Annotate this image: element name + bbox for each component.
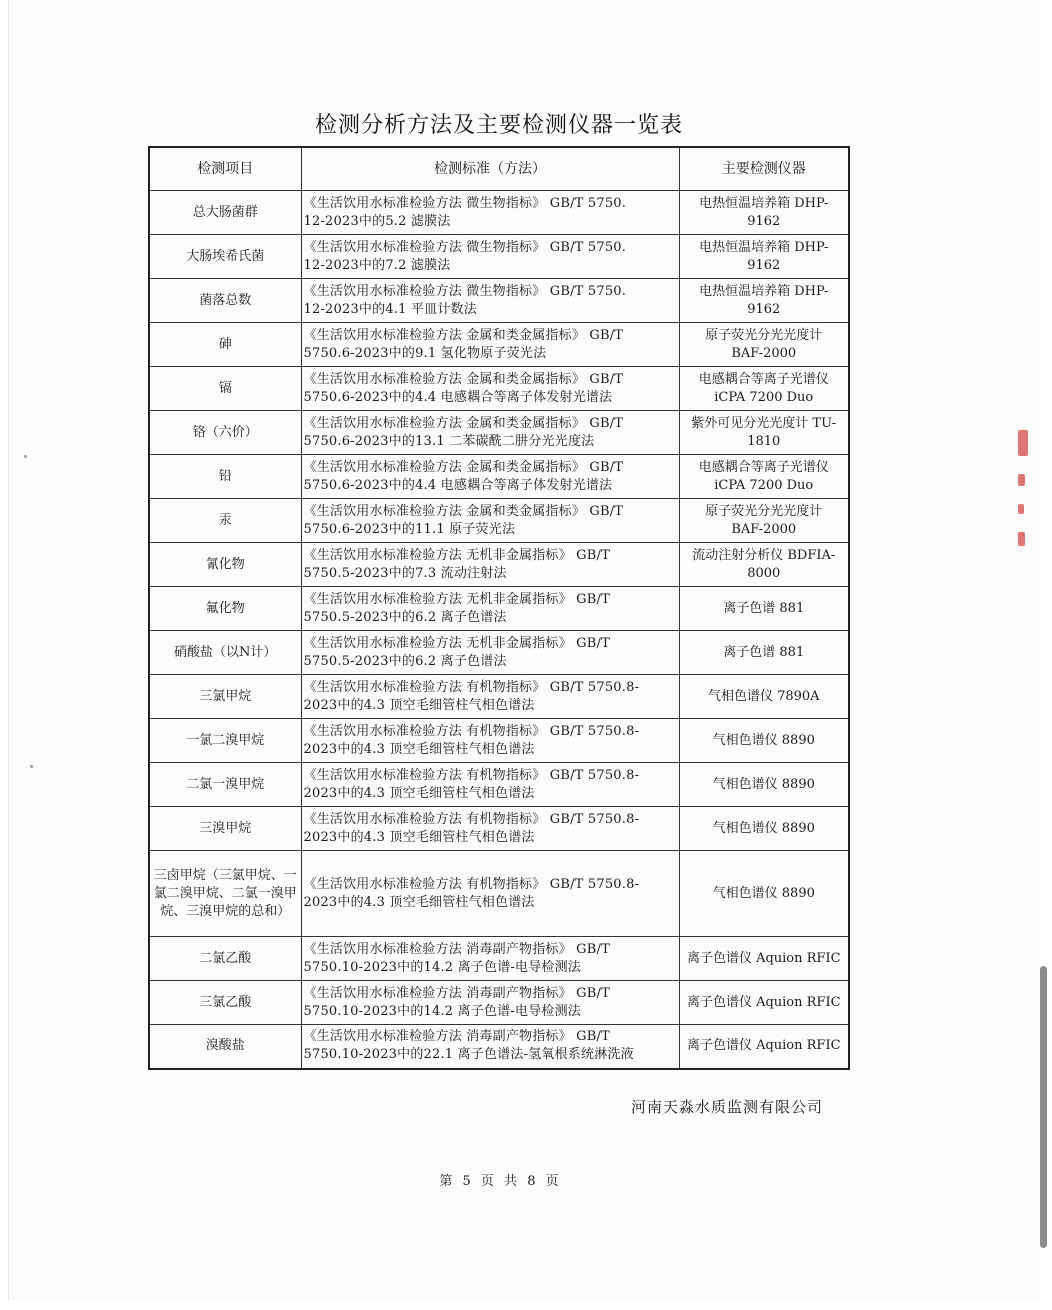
instrument-line: 气相色谱仪 8890 bbox=[712, 732, 815, 748]
table-row bbox=[149, 631, 849, 675]
cell-standard bbox=[301, 191, 679, 235]
cell-standard bbox=[301, 411, 679, 455]
cell-instrument bbox=[679, 675, 849, 719]
instrument-line: 紫外可见分光光度计 TU- bbox=[691, 415, 837, 431]
cell-instrument bbox=[679, 279, 849, 323]
instrument-line: 电热恒温培养箱 DHP- bbox=[699, 195, 829, 211]
table-row bbox=[149, 763, 849, 807]
standard-line: 12-2023中的5.2 滤膜法 bbox=[303, 213, 451, 229]
cell-standard bbox=[301, 851, 679, 937]
table-row bbox=[149, 719, 849, 763]
cell-instrument bbox=[679, 851, 849, 937]
page-indicator: 第 5 页 共 8 页 bbox=[439, 1174, 559, 1189]
cell-item: 氰化物 bbox=[149, 543, 301, 587]
standard-line: 5750.6-2023中的4.4 电感耦合等离子体发射光谱法 bbox=[303, 389, 613, 405]
standard-line: 《生活饮用水标准检验方法 金属和类金属指标》 GB/T bbox=[303, 327, 624, 343]
cell-item: 三卤甲烷（三氯甲烷、一氯二溴甲烷、二氯一溴甲烷、三溴甲烷的总和） bbox=[149, 851, 301, 937]
cell-item: 砷 bbox=[149, 323, 301, 367]
standard-line: 《生活饮用水标准检验方法 金属和类金属指标》 GB/T bbox=[303, 503, 624, 519]
cell-standard bbox=[301, 675, 679, 719]
cell-item: 硝酸盐（以N计） bbox=[149, 631, 301, 675]
standard-line: 5750.6-2023中的11.1 原子荧光法 bbox=[303, 521, 516, 537]
cell-item: 溴酸盐 bbox=[149, 1025, 301, 1069]
table-row bbox=[149, 937, 849, 981]
standard-line: 5750.6-2023中的9.1 氢化物原子荧光法 bbox=[303, 345, 547, 361]
cell-instrument bbox=[679, 1025, 849, 1069]
instrument-line: 原子荧光分光光度计 bbox=[705, 503, 823, 519]
instrument-line: 离子色谱仪 Aquion RFIC bbox=[686, 994, 841, 1010]
instrument-line: 原子荧光分光光度计 bbox=[705, 327, 823, 343]
company-name: 河南天淼水质监测有限公司 bbox=[630, 1098, 823, 1116]
header-instrument: 主要检测仪器 bbox=[679, 147, 849, 191]
cell-standard bbox=[301, 719, 679, 763]
standard-line: 《生活饮用水标准检验方法 有机物指标》 GB/T 5750.8- bbox=[303, 723, 640, 739]
instrument-line: 气相色谱仪 8890 bbox=[712, 820, 815, 836]
cell-standard bbox=[301, 367, 679, 411]
instrument-line: iCPA 7200 Duo bbox=[714, 477, 814, 493]
cell-standard bbox=[301, 455, 679, 499]
table-row bbox=[149, 807, 849, 851]
instrument-line: 电感耦合等离子光谱仪 bbox=[698, 459, 829, 475]
cell-standard bbox=[301, 763, 679, 807]
header-standard: 检测标准（方法） bbox=[301, 147, 679, 191]
cell-instrument bbox=[679, 367, 849, 411]
standard-line: 《生活饮用水标准检验方法 金属和类金属指标》 GB/T bbox=[303, 415, 624, 431]
instrument-line: 流动注射分析仪 BDFIA- bbox=[692, 547, 836, 563]
standard-line: 《生活饮用水标准检验方法 微生物指标》 GB/T 5750. bbox=[303, 195, 627, 211]
document-page bbox=[8, 0, 1039, 1300]
cell-item: 二氯一溴甲烷 bbox=[149, 763, 301, 807]
standard-line: 《生活饮用水标准检验方法 有机物指标》 GB/T 5750.8- bbox=[303, 811, 640, 827]
instrument-line: 1810 bbox=[747, 433, 781, 449]
standard-line: 5750.5-2023中的6.2 离子色谱法 bbox=[303, 653, 507, 669]
cell-standard bbox=[301, 279, 679, 323]
table-header-row bbox=[149, 147, 849, 191]
instrument-line: 9162 bbox=[747, 213, 781, 229]
instrument-line: iCPA 7200 Duo bbox=[714, 389, 814, 405]
table-row bbox=[149, 323, 849, 367]
cell-instrument bbox=[679, 455, 849, 499]
cell-standard bbox=[301, 235, 679, 279]
standard-line: 5750.5-2023中的7.3 流动注射法 bbox=[303, 565, 507, 581]
cell-instrument bbox=[679, 937, 849, 981]
standard-line: 《生活饮用水标准检验方法 消毒副产物指标》 GB/T bbox=[303, 985, 610, 1001]
cell-instrument bbox=[679, 587, 849, 631]
cell-instrument bbox=[679, 763, 849, 807]
standard-line: 《生活饮用水标准检验方法 微生物指标》 GB/T 5750. bbox=[303, 239, 627, 255]
standard-line: 2023中的4.3 顶空毛细管柱气相色谱法 bbox=[303, 829, 535, 845]
instrument-line: 8000 bbox=[747, 565, 781, 581]
table-row bbox=[149, 1025, 849, 1069]
instrument-line: 电热恒温培养箱 DHP- bbox=[699, 239, 829, 255]
standard-line: 5750.6-2023中的4.4 电感耦合等离子体发射光谱法 bbox=[303, 477, 613, 493]
instrument-line: BAF-2000 bbox=[731, 521, 797, 537]
standard-line: 12-2023中的4.1 平皿计数法 bbox=[303, 301, 477, 317]
cell-instrument bbox=[679, 411, 849, 455]
table-row bbox=[149, 235, 849, 279]
cell-item: 菌落总数 bbox=[149, 279, 301, 323]
table-row bbox=[149, 851, 849, 937]
cell-standard bbox=[301, 543, 679, 587]
table-row bbox=[149, 587, 849, 631]
instrument-line: 9162 bbox=[747, 301, 781, 317]
instrument-line: 电热恒温培养箱 DHP- bbox=[699, 283, 829, 299]
instrument-line: 离子色谱 881 bbox=[723, 644, 805, 660]
instrument-line: 离子色谱 881 bbox=[723, 600, 805, 616]
cell-instrument bbox=[679, 191, 849, 235]
standard-line: 12-2023中的7.2 滤膜法 bbox=[303, 257, 451, 273]
cell-instrument bbox=[679, 719, 849, 763]
table-row bbox=[149, 981, 849, 1025]
standard-line: 2023中的4.3 顶空毛细管柱气相色谱法 bbox=[303, 741, 535, 757]
scan-speck bbox=[30, 765, 33, 768]
cell-item: 三氯甲烷 bbox=[149, 675, 301, 719]
cell-standard bbox=[301, 587, 679, 631]
cell-item: 二氯乙酸 bbox=[149, 937, 301, 981]
standard-line: 《生活饮用水标准检验方法 无机非金属指标》 GB/T bbox=[303, 635, 610, 651]
instrument-line: 气相色谱仪 7890A bbox=[707, 688, 820, 704]
standard-line: 《生活饮用水标准检验方法 消毒副产物指标》 GB/T bbox=[303, 1029, 610, 1045]
scrollbar-thumb[interactable] bbox=[1040, 966, 1047, 1248]
cell-instrument bbox=[679, 499, 849, 543]
seal-stamp-edge bbox=[1018, 430, 1032, 610]
cell-standard bbox=[301, 631, 679, 675]
cell-item: 大肠埃希氏菌 bbox=[149, 235, 301, 279]
header-item: 检测项目 bbox=[149, 147, 301, 191]
standard-line: 5750.10-2023中的14.2 离子色谱-电导检测法 bbox=[303, 1003, 582, 1019]
cell-standard bbox=[301, 1025, 679, 1069]
table-row bbox=[149, 455, 849, 499]
cell-standard bbox=[301, 807, 679, 851]
standard-line: 《生活饮用水标准检验方法 无机非金属指标》 GB/T bbox=[303, 547, 610, 563]
table-row bbox=[149, 191, 849, 235]
standard-line: 5750.5-2023中的6.2 离子色谱法 bbox=[303, 609, 507, 625]
cell-item: 总大肠菌群 bbox=[149, 191, 301, 235]
methods-table bbox=[148, 146, 850, 1070]
cell-instrument bbox=[679, 235, 849, 279]
standard-line: 《生活饮用水标准检验方法 有机物指标》 GB/T 5750.8- bbox=[303, 876, 640, 892]
instrument-line: 电感耦合等离子光谱仪 bbox=[698, 371, 829, 387]
instrument-line: 离子色谱仪 Aquion RFIC bbox=[686, 1038, 841, 1054]
document-title: 检测分析方法及主要检测仪器一览表 bbox=[314, 113, 683, 138]
cell-instrument bbox=[679, 631, 849, 675]
instrument-line: 气相色谱仪 8890 bbox=[712, 776, 815, 792]
cell-item: 一氯二溴甲烷 bbox=[149, 719, 301, 763]
table-row bbox=[149, 411, 849, 455]
standard-line: 2023中的4.3 顶空毛细管柱气相色谱法 bbox=[303, 697, 535, 713]
cell-instrument bbox=[679, 323, 849, 367]
cell-instrument bbox=[679, 807, 849, 851]
standard-line: 2023中的4.3 顶空毛细管柱气相色谱法 bbox=[303, 785, 535, 801]
standard-line: 5750.10-2023中的22.1 离子色谱法-氢氧根系统淋洗液 bbox=[303, 1047, 634, 1063]
cell-instrument bbox=[679, 543, 849, 587]
cell-instrument bbox=[679, 981, 849, 1025]
instrument-line: BAF-2000 bbox=[731, 345, 797, 361]
cell-item: 三溴甲烷 bbox=[149, 807, 301, 851]
standard-line: 《生活饮用水标准检验方法 金属和类金属指标》 GB/T bbox=[303, 459, 624, 475]
instrument-line: 9162 bbox=[747, 257, 781, 273]
standard-line: 《生活饮用水标准检验方法 微生物指标》 GB/T 5750. bbox=[303, 283, 627, 299]
table-row bbox=[149, 279, 849, 323]
standard-line: 《生活饮用水标准检验方法 无机非金属指标》 GB/T bbox=[303, 591, 610, 607]
instrument-line: 离子色谱仪 Aquion RFIC bbox=[686, 950, 841, 966]
table-row bbox=[149, 367, 849, 411]
standard-line: 《生活饮用水标准检验方法 消毒副产物指标》 GB/T bbox=[303, 941, 610, 957]
cell-standard bbox=[301, 981, 679, 1025]
table-row bbox=[149, 675, 849, 719]
cell-item: 氟化物 bbox=[149, 587, 301, 631]
table-row bbox=[149, 499, 849, 543]
standard-line: 《生活饮用水标准检验方法 有机物指标》 GB/T 5750.8- bbox=[303, 767, 640, 783]
instrument-line: 气相色谱仪 8890 bbox=[712, 885, 815, 901]
cell-item: 汞 bbox=[149, 499, 301, 543]
standard-line: 《生活饮用水标准检验方法 有机物指标》 GB/T 5750.8- bbox=[303, 679, 640, 695]
standard-line: 5750.10-2023中的14.2 离子色谱-电导检测法 bbox=[303, 959, 582, 975]
table-row bbox=[149, 543, 849, 587]
cell-item: 镉 bbox=[149, 367, 301, 411]
cell-item: 铬（六价） bbox=[149, 411, 301, 455]
table-body bbox=[149, 191, 849, 1069]
cell-item: 铅 bbox=[149, 455, 301, 499]
cell-item: 三氯乙酸 bbox=[149, 981, 301, 1025]
scan-speck bbox=[24, 455, 27, 458]
cell-standard bbox=[301, 499, 679, 543]
standard-line: 5750.6-2023中的13.1 二苯碳酰二肼分光光度法 bbox=[303, 433, 595, 449]
cell-standard bbox=[301, 937, 679, 981]
cell-standard bbox=[301, 323, 679, 367]
standard-line: 2023中的4.3 顶空毛细管柱气相色谱法 bbox=[303, 894, 535, 910]
standard-line: 《生活饮用水标准检验方法 金属和类金属指标》 GB/T bbox=[303, 371, 624, 387]
